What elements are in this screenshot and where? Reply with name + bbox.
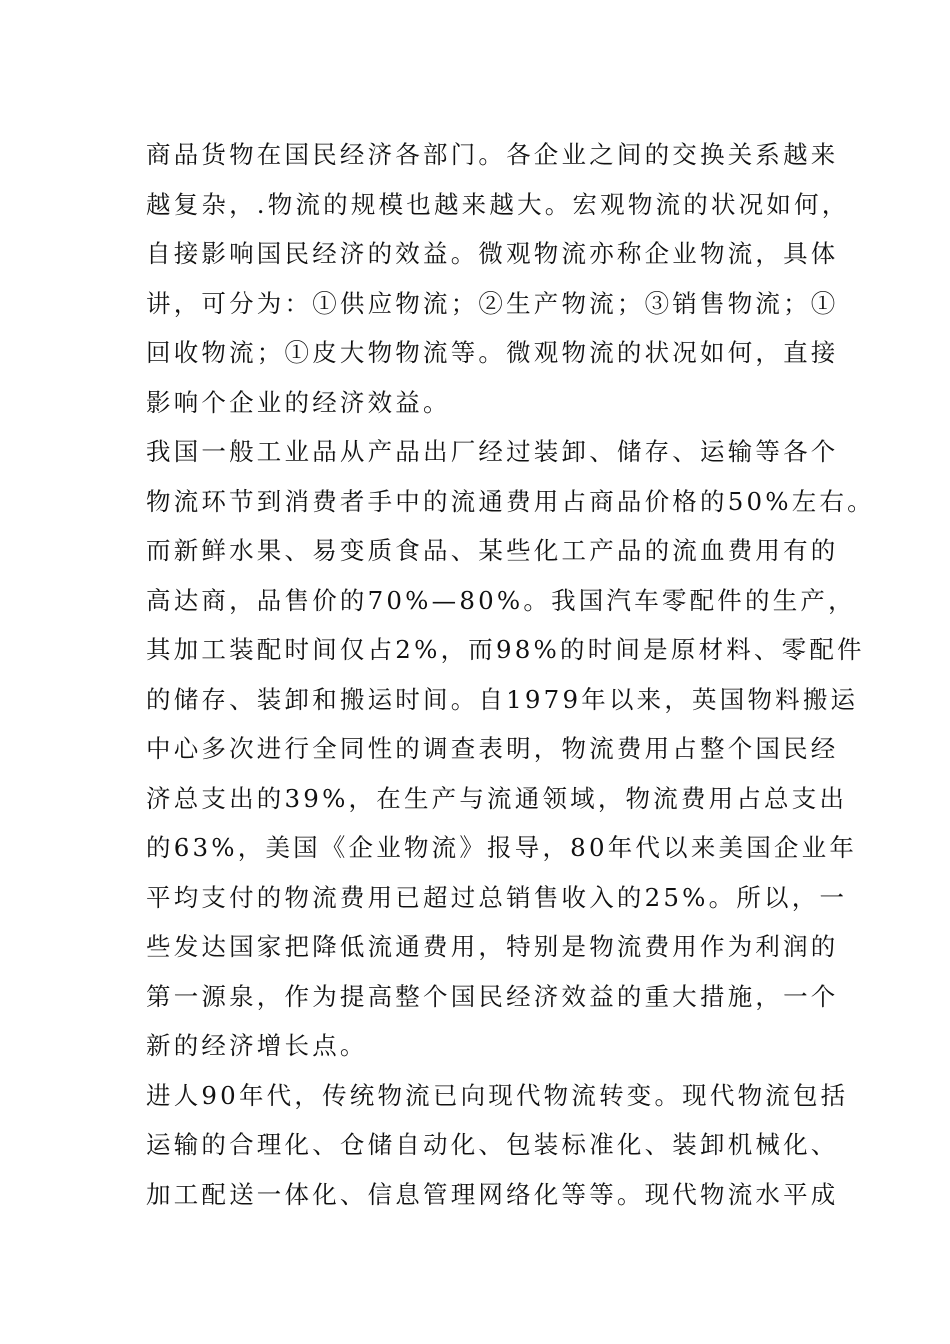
text-line: 第一源泉，作为提高整个国民经济效益的重大措施，一个	[146, 981, 839, 1011]
text-line: 越复杂，.物流的规模也越来越大。宏观物流的状况如何，	[146, 189, 850, 219]
text-line: 加工配送一体化、信息管理网络化等等。现代物流水平成	[146, 1179, 839, 1209]
text-line: 自接影响国民经济的效益。微观物流亦称企业物流，具体	[146, 239, 839, 268]
text-line: 商品货物在国民经济各部门。各企业之间的交换关系越来	[146, 140, 839, 169]
text-line: 物流环节到消费者手中的流通费用占商品价格的50%左右。	[146, 486, 875, 516]
text-line: 影响个企业的经济效益。	[146, 387, 451, 417]
text-line: 中心多次进行全同性的调查表明，物流费用占整个国民经	[146, 734, 839, 763]
text-line: 我国一般工业品从产品出厂经过装卸、储存、运输等各个	[146, 437, 839, 466]
text-line: 讲，可分为：①供应物流；②生产物流；③销售物流；①	[146, 288, 839, 318]
text-line: 新的经济增长点。	[146, 1031, 368, 1060]
text-line: 其加工装配时间仅占2%，而98%的时间是原材料、零配件	[146, 635, 865, 664]
text-line: 运输的合理化、仓储自动化、包装标准化、装卸机械化、	[146, 1130, 839, 1159]
text-line: 的储存、装卸和搬运时间。自1979年以来，英国物料搬运	[146, 684, 859, 714]
text-line: 高达商，品售价的70%—80%。我国汽车零配件的生产，	[146, 585, 856, 615]
text-line: 回收物流；①皮大物物流等。微观物流的状况如何，直接	[146, 338, 839, 367]
text-line: 的63%，美国《企业物流》报导，80年代以来美国企业年	[146, 833, 858, 862]
text-line: 进人90年代，传统物流已向现代物流转变。现代物流包括	[146, 1080, 849, 1110]
text-line: 济总支出的39%，在生产与流通领域，物流费用占总支出	[146, 783, 848, 813]
text-line: 平均支付的物流费用已超过总销售收入的25%。所以，一	[146, 882, 848, 912]
text-line: 些发达国家把降低流通费用，特别是物流费用作为利润的	[146, 932, 839, 961]
body-text	[146, 130, 875, 1219]
text-line: 而新鲜水果、易变质食品、某些化工产品的流血费用有的	[146, 536, 839, 565]
